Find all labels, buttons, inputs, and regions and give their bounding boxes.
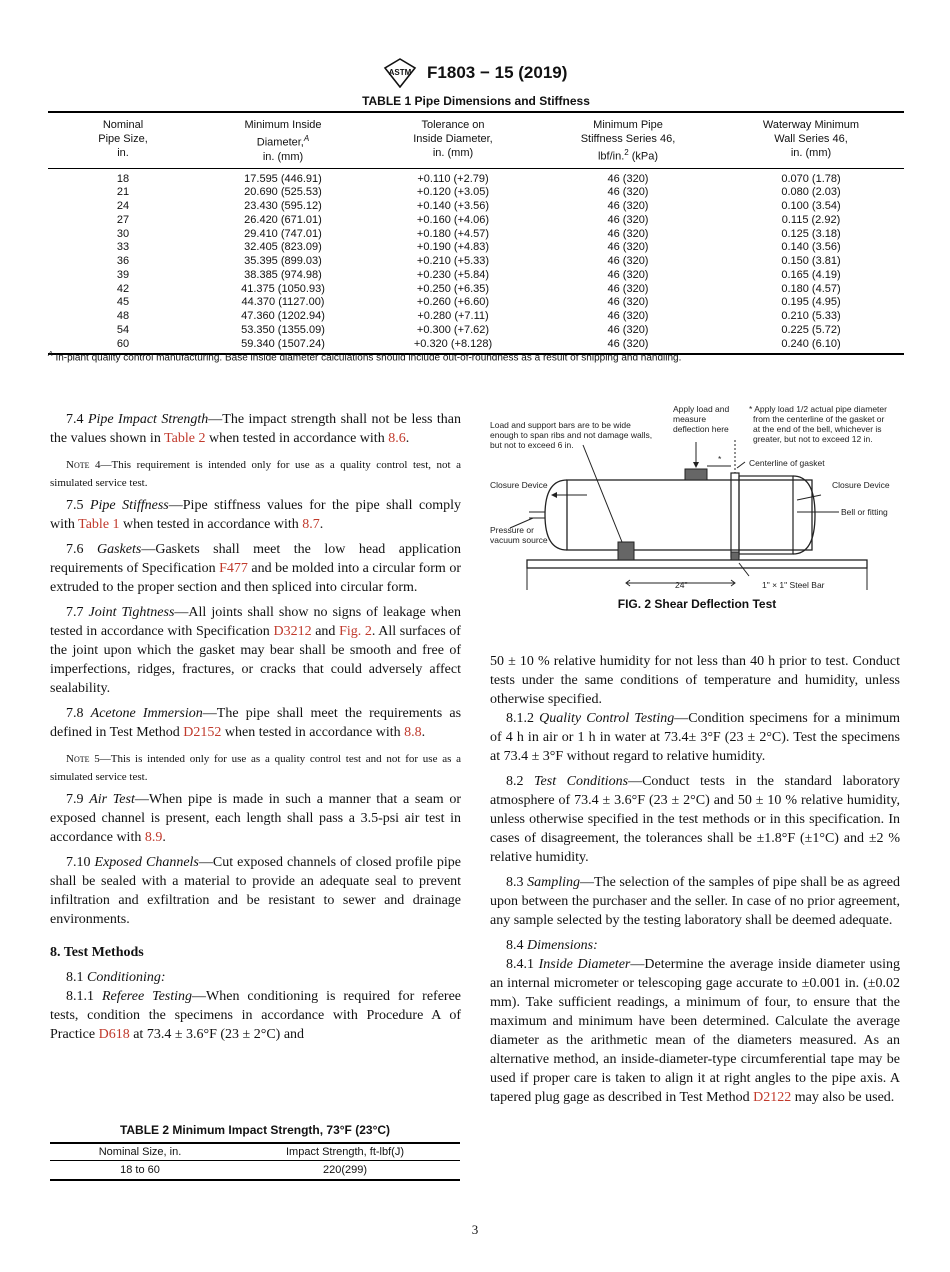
table1-cell: 46 (320) xyxy=(607,296,649,309)
table2-link[interactable]: Table 2 xyxy=(164,431,206,446)
table1-cell: 46 (320) xyxy=(607,227,649,240)
table1-cell: 0.125 (3.18) xyxy=(781,227,841,240)
table1-cell: +0.140 (+3.56) xyxy=(416,200,490,213)
table2-header-row xyxy=(50,1143,460,1161)
conditioning-continued: 50 ± 10 % relative humidity for not less than 40 h prior to test. Conduct tests under the same conditions of temperature and humidity, unless otherwise specified. xyxy=(490,654,900,707)
table1-cell: +0.280 (+7.11) xyxy=(417,310,489,323)
support-base xyxy=(527,560,867,568)
table1-cell: 0.240 (6.10) xyxy=(718,338,904,355)
bell-label: Bell or fitting xyxy=(841,507,888,517)
table1-cell: 0.225 (5.72) xyxy=(781,323,841,336)
table1-cell: 0.150 (3.81) xyxy=(781,255,841,268)
table1-cell: 0.115 (2.92) xyxy=(781,213,841,226)
section-7-10: 7.10 Exposed Channels—Cut exposed channels of closed profile pipe shall be sealed with a material to provide an adequate seal to prevent infiltration and exfiltration and be resistant to sewer and drainage environments. xyxy=(50,855,461,927)
table1-cell: +0.160 (+4.06) xyxy=(416,213,490,226)
section-8-1-2: 8.1.2 Quality Control Testing—Condition specimens for a minimum of 4 h in air or 1 h in water at 73.4± 3°F (23 ± 2°C). Test the specimens at 73.4 ± 3°F without regard to relative humidity. xyxy=(490,711,901,764)
table1-cell: 20.690 (525.53) xyxy=(244,186,322,199)
table1-cell: 36 xyxy=(116,255,130,268)
table1-link[interactable]: Table 1 xyxy=(78,517,120,532)
section-8-6-link[interactable]: 8.6 xyxy=(388,431,406,446)
note-4: Note 4—This requirement is intended only for use as a quality control test, not a simulated service test. xyxy=(50,459,461,489)
section-8-4: 8.4 Dimensions: xyxy=(506,938,598,953)
steel-bar xyxy=(731,552,739,560)
table1-cell: +0.320 (+8.128) xyxy=(368,338,538,355)
table1-cell: 41.375 (1050.93) xyxy=(241,282,325,295)
table1-header-cell: Tolerance on Inside Diameter, in. (mm) xyxy=(368,112,538,168)
table1-cell: 54 xyxy=(116,323,130,336)
table1-row xyxy=(48,296,904,310)
table1-cell: 0.165 (4.19) xyxy=(781,268,841,281)
right-column xyxy=(490,652,900,1107)
table1-row xyxy=(48,214,904,228)
closure-left-label: Closure Device xyxy=(490,480,548,490)
table1-cell: 0.100 (3.54) xyxy=(781,200,841,213)
support-bar xyxy=(618,542,634,560)
left-closure xyxy=(545,480,567,550)
table1-cell: 32.405 (823.09) xyxy=(244,241,322,254)
table1-cell: 46 (320) xyxy=(607,200,649,213)
table1-header-cell: Waterway Minimum Wall Series 46, in. (mm) xyxy=(718,112,904,168)
section-7-4: 7.4 Pipe Impact Strength—The impact strength shall not be less than the values shown in Table 2 when tested in accordance with 8.6. xyxy=(50,412,462,446)
load-pad xyxy=(685,469,707,480)
steel-bar-label: 1" × 1" Steel Bar xyxy=(762,580,825,590)
fig2-link[interactable]: Fig. 2 xyxy=(339,624,372,639)
table1-row xyxy=(48,228,904,242)
table1-cell: 53.350 (1355.09) xyxy=(241,323,325,336)
table1-cell: 29.410 (747.01) xyxy=(244,227,322,240)
table1-cell: 30 xyxy=(116,227,130,240)
apply-load-label: Apply load and measure deflection here xyxy=(673,404,730,434)
section-7-8: 7.8 Acetone Immersion—The pipe shall meet the requirements as defined in Test Method D2152 when tested in accordance with 8.8. xyxy=(50,706,462,740)
table1-cell: 44.370 (1127.00) xyxy=(241,296,325,309)
dimension-24-label: 24" xyxy=(675,580,688,590)
table1-cell: +0.230 (+5.84) xyxy=(416,268,490,281)
table1-cell: 46 (320) xyxy=(607,186,649,199)
table1-cell: 0.195 (4.95) xyxy=(781,296,841,309)
section-8-heading: 8. Test Methods xyxy=(50,945,144,960)
table1-cell: +0.260 (+6.60) xyxy=(416,296,490,309)
table1-header-cell: Minimum Pipe Stiffness Series 46, lbf/in.$^2$ (kPa) xyxy=(538,112,718,168)
table1-cell: 60 xyxy=(48,338,198,355)
note-5: Note 5—This is intended only for use as a quality control test and not for use as a simulated service test. xyxy=(50,753,461,783)
table1-cell: 17.595 (446.91) xyxy=(244,172,322,185)
table1-footnote: $^A$ In-plant quality control manufacturing. Base inside diameter calculations should include out-of-roundness as a result of shipping and handling. xyxy=(48,351,682,364)
table1-cell: 38.385 (974.98) xyxy=(244,268,322,281)
table1-cell: 26.420 (671.01) xyxy=(244,213,322,226)
star-label: * xyxy=(718,454,722,464)
load-note: * Apply load 1/2 actual pipe diameter from the centerline of the gasket or at the end of the bell, whichever is greater, but not to exceed 12 in. xyxy=(749,404,887,444)
table1-row xyxy=(48,241,904,255)
table1-cell: 0.180 (4.57) xyxy=(781,282,841,295)
table1-cell: +0.120 (+3.05) xyxy=(416,186,490,199)
table1-cell: 46 (320) xyxy=(607,282,649,295)
impact-strength-table xyxy=(50,1142,460,1181)
table1-cell: 46 (320) xyxy=(607,268,649,281)
table1-cell: 45 xyxy=(116,296,130,309)
table1-cell: 42 xyxy=(116,282,130,295)
table1-cell: 46 (320) xyxy=(607,241,649,254)
closure-right-label: Closure Device xyxy=(832,480,890,490)
d618-link[interactable]: D618 xyxy=(98,1027,130,1042)
d3212-link[interactable]: D3212 xyxy=(273,624,312,639)
table2-cell: 18 to 60 xyxy=(50,1161,230,1181)
section-7-9: 7.9 Air Test—When pipe is made in such a manner that a seam or exposed channel is present, each length shall pass a 3.5-psi air test in accordance with 8.9. xyxy=(50,792,461,845)
table1-cell: +0.190 (+4.83) xyxy=(416,241,490,254)
bars-label: Load and support bars are to be wide enough to span ribs and not damage walls, but not to exceed 6 in. xyxy=(490,420,653,450)
table1-cell: 46 (320) xyxy=(607,255,649,268)
table1-cell: 39 xyxy=(116,268,130,281)
table1-row xyxy=(48,200,904,214)
table1-cell: 18 xyxy=(116,172,130,185)
page-header xyxy=(0,58,950,88)
table1-header-cell: Minimum Inside Diameter,$^A$ in. (mm) xyxy=(198,112,368,168)
left-column xyxy=(50,410,461,1044)
table1-row xyxy=(48,255,904,269)
table2-caption: TABLE 2 Minimum Impact Strength, 73°F (23°C) xyxy=(119,1123,391,1137)
section-7-5: 7.5 Pipe Stiffness—Pipe stiffness values for the pipe shall comply with Table 1 when tested in accordance with 8.7. xyxy=(50,498,462,532)
bell-fitting xyxy=(739,476,793,554)
document-title: F1803 − 15 (2019) xyxy=(427,63,568,82)
table1-cell: +0.250 (+6.35) xyxy=(416,282,490,295)
section-8-8-link[interactable]: 8.8 xyxy=(404,725,422,740)
astm-logo-icon xyxy=(383,58,417,88)
section-8-9-link[interactable]: 8.9 xyxy=(144,830,163,845)
figure2-caption: FIG. 2 Shear Deflection Test xyxy=(617,597,777,611)
gasket-bell xyxy=(731,473,739,557)
table1-cell: 46 (320) xyxy=(607,172,649,185)
pressure-label: Pressure or vacuum source xyxy=(490,525,548,545)
table1-cell: +0.300 (+7.62) xyxy=(416,323,490,336)
table1-cell: +0.210 (+5.33) xyxy=(416,255,490,268)
section-8-1-1: 8.1.1 Referee Testing—When conditioning is required for referee tests, condition the specimens in accordance with Procedure A of Practice D618 at 73.4 ± 3.6°F (23 ± 2°C) and xyxy=(50,989,461,1042)
table1-cell: 21 xyxy=(116,186,130,199)
table1-cell: 35.395 (899.03) xyxy=(244,255,322,268)
table1-cell: 46 (320) xyxy=(607,323,649,336)
table1-row xyxy=(48,310,904,324)
table1-row xyxy=(48,269,904,283)
centerline-label: Centerline of gasket xyxy=(749,458,825,468)
table1-cell: 33 xyxy=(116,241,130,254)
table2-header-cell: Nominal Size, in. xyxy=(50,1143,230,1161)
table1-cell: 23.430 (595.12) xyxy=(244,200,322,213)
pipe-dimensions-table xyxy=(48,111,904,355)
section-8-3: 8.3 Sampling—The selection of the samples of pipe shall be as agreed upon between the purchaser and the seller. In case of no prior agreement, any sample selected by the testing laboratory shall be deemed adequate. xyxy=(490,875,901,928)
section-8-2: 8.2 Test Conditions—Conduct tests in the standard laboratory atmosphere of 73.4 ± 3.6°F (23 ± 2°C) and 50 ± 10 % relative humidity, unless otherwise specified in the test methods or in this specification. In cases of disagreement, the tolerances shall be ±1.8°F (±1°C) and ±2 % relative humidity. xyxy=(490,774,900,865)
table1-header-row xyxy=(48,112,904,168)
d2122-link[interactable]: D2122 xyxy=(753,1090,792,1105)
table1-cell: 46 (320) xyxy=(607,310,649,323)
table1-cell: 0.140 (3.56) xyxy=(781,241,841,254)
table1-cell: 47.360 (1202.94) xyxy=(241,310,325,323)
table1-cell: +0.180 (+4.57) xyxy=(416,227,490,240)
table1-cell: 0.080 (2.03) xyxy=(781,186,841,199)
table1-row xyxy=(48,168,904,186)
section-8-4-1: 8.4.1 Inside Diameter—Determine the average inside diameter using an internal micrometer or telescoping gage accurate to ±0.001 in. (±0.02 mm). Take sufficient readings, a minimum of four, to ensure that the maximum and minimum have been determined. Calculate the average diameter as the arithmetic mean of the diameters measured. As an alternative method, an inside-diameter-type circumferential tape may be used if proper care is taken to align it at right angles to the pipe axis. A tapered plug gage as described in Test Method D2122 may also be used. xyxy=(490,957,901,1105)
table1-cell: 48 xyxy=(116,310,130,323)
shear-deflection-diagram xyxy=(487,400,907,598)
table1-cell: 24 xyxy=(116,200,130,213)
d2152-link[interactable]: D2152 xyxy=(183,725,222,740)
section-8-1: 8.1 Conditioning: xyxy=(66,970,166,985)
table1-row xyxy=(48,186,904,200)
table2-cell: 220(299) xyxy=(230,1161,460,1181)
table1-cell: 46 (320) xyxy=(538,338,718,355)
table1-caption: TABLE 1 Pipe Dimensions and Stiffness xyxy=(362,94,590,108)
pipe-body xyxy=(567,480,812,550)
page-number: 3 xyxy=(471,1222,479,1237)
table1-cell: 0.210 (5.33) xyxy=(781,310,841,323)
table2-header-cell: Impact Strength, ft-lbf(J) xyxy=(230,1143,460,1161)
svg-text:ASTM: ASTM xyxy=(388,68,411,77)
table1-row xyxy=(48,324,904,338)
section-7-6: 7.6 Gaskets—Gaskets shall meet the low head application requirements of Specification F477 and be molded into a circular form or extruded to the proper section and then spliced into circular form. xyxy=(50,542,461,595)
table1-cell: 27 xyxy=(116,213,130,226)
table1-cell: 46 (320) xyxy=(607,213,649,226)
table1-row xyxy=(48,283,904,297)
table2-row xyxy=(50,1161,460,1181)
table1-cell: +0.110 (+2.79) xyxy=(417,172,489,185)
table1-cell: 0.070 (1.78) xyxy=(781,172,841,185)
section-7-7: 7.7 Joint Tightness—All joints shall show no signs of leakage when tested in accordance with Specification D3212 and Fig. 2. All surfaces of the joint upon which the gasket may bear shall be smooth and free of imperfections, ridges, fractures, or cracks that could adversely affect sealability. xyxy=(50,605,461,696)
f477-link[interactable]: F477 xyxy=(219,561,248,576)
table1-cell: 59.340 (1507.24) xyxy=(198,338,368,355)
section-8-7-link[interactable]: 8.7 xyxy=(302,517,320,532)
table1-header-cell: Nominal Pipe Size, in. xyxy=(48,112,198,168)
